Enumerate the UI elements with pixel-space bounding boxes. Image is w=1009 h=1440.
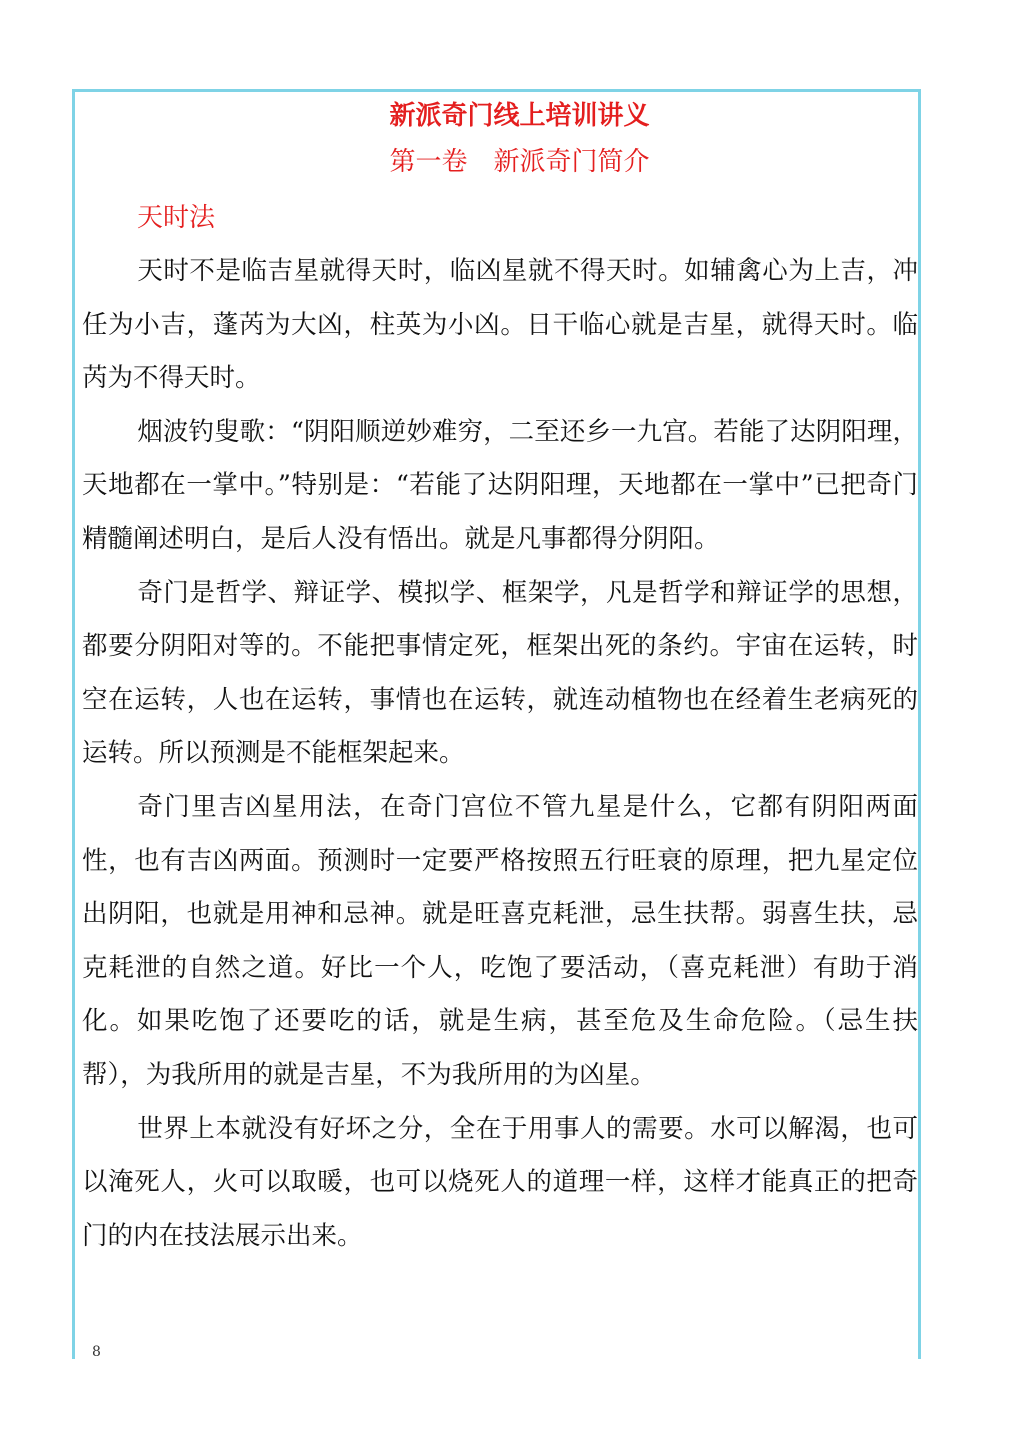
page-number: 8 — [92, 1344, 101, 1360]
section-heading: 天时法 — [137, 203, 216, 233]
paragraph: 奇门是哲学、辩证学、模拟学、框架学，凡是哲学和辩证学的思想，都要分阴阳对等的。不能把事情定死，框架出死的条约。宇宙在运转，时空在运转，人也在运转，事情也在运转，就连动植物也在经着生老病死的运转。所以预测是不能框架起来。 — [82, 577, 918, 769]
paragraph: 世界上本就没有好坏之分，全在于用事人的需要。水可以解渴，也可以淹死人，火可以取暖，也可以烧死人的道理一样，这样才能真正的把奇门的内在技法展示出来。 — [82, 1113, 918, 1251]
document-subtitle: 第一卷 新派奇门简介 — [389, 147, 650, 177]
document-title: 新派奇门线上培训讲义 — [389, 101, 650, 131]
paragraph: 天时不是临吉星就得天时，临凶星就不得天时。如辅禽心为上吉，冲任为小吉，蓬芮为大凶，柱英为小凶。日干临心就是吉星，就得天时。临芮为不得天时。 — [82, 256, 918, 394]
paragraph: 烟波钓叟歌：“阴阳顺逆妙难穷，二至还乡一九宫。若能了达阴阳理，天地都在一掌中。”特别是：“若能了达阴阳理，天地都在一掌中”已把奇门精髓阐述明白，是后人没有悟出。就是凡事都得分阴阳。 — [82, 416, 918, 554]
paragraph: 奇门里吉凶星用法，在奇门宫位不管九星是什么，它都有阴阳两面性，也有吉凶两面。预测时一定要严格按照五行旺衰的原理，把九星定位出阴阳，也就是用神和忌神。就是旺喜克耗泄，忌生扶帮。弱喜生扶，忌克耗泄的自然之道。好比一个人，吃饱了要活动，（喜克耗泄）有助于消化。如果吃饱了还要吃的话，就是生病，甚至危及生命危险。（忌生扶帮），为我所用的就是吉星，不为我所用的为凶星。 — [82, 791, 918, 1090]
document-body — [82, 245, 918, 1263]
